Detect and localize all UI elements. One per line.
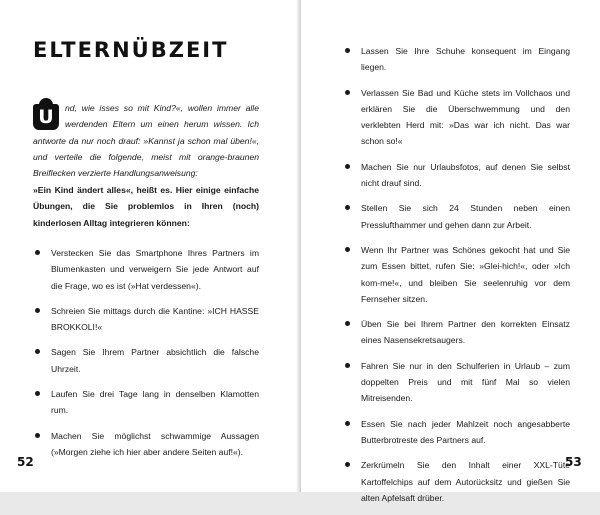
list-item: Machen Sie möglichst schwammige Aussagen (»Morgen ziehe ich hier aber andere Seiten auf!«). (33, 428, 259, 461)
list-item: Laufen Sie drei Tage lang in denselben Klamotten rum. (33, 386, 259, 419)
intro-text: nd, wie isses so mit Kind?«, wollen immer alle werdenden Eltern um einen herum wissen. Ich antworte da nur noch drauf: »Kannst ja schon mal üben!«, und verteile die folgende, meist mit orange-braunen Breiflecken verzierte Handlungsanweisung: (33, 103, 259, 179)
bullet-list-right (343, 43, 570, 515)
list-item: Zerkrümeln Sie den Inhalt einer XXL-Tüte Kartoffelchips auf dem Autorücksitz und gießen Sie alten Apfelsaft drüber. (343, 457, 570, 506)
intro-paragraph (33, 100, 259, 181)
lead-paragraph: »Ein Kind ändert alles«, heißt es. Hier einige einfache Übungen, die Sie problemlos in Ihren (noch) kinderlosen Alltag integrieren können: (33, 185, 259, 228)
chapter-title: ELTERNÜBZEIT (33, 38, 229, 62)
list-item: Stellen Sie sich 24 Stunden neben einen Presslufthammer und gehen dann zur Arbeit. (343, 200, 570, 233)
list-item: Verlassen Sie Bad und Küche stets im Vollchaos und erklären Sie die Überschwemmung und den verklebten Herd mit: »Das war ich nicht. Das war schon so!« (343, 85, 570, 150)
list-item: Schreien Sie mittags durch die Kantine: »ICH HASSE BROKKOLI!« (33, 303, 259, 336)
list-item: Üben Sie bei Ihrem Partner den korrekten Einsatz eines Nasensekretsaugers. (343, 316, 570, 349)
page-number-right: 53 (565, 455, 582, 469)
dropcap-letter: U (33, 104, 59, 130)
list-item: Essen Sie nach jeder Mahlzeit noch angesabberte Butterbrotreste des Partners auf. (343, 416, 570, 449)
list-item: Sagen Sie Ihrem Partner absichtlich die falsche Uhrzeit. (33, 344, 259, 377)
page-number-left: 52 (17, 455, 34, 469)
bullet-list-left (33, 245, 259, 469)
left-page (0, 0, 299, 492)
list-item: Fahren Sie nur in den Schulferien in Urlaub – zum doppelten Preis und mit fünf Mal so vielen Mitreisenden. (343, 358, 570, 407)
list-item: Lassen Sie Ihre Schuhe konsequent im Eingang liegen. (343, 43, 570, 76)
list-item: Machen Sie nur Urlaubsfotos, auf denen Sie selbst nicht drauf sind. (343, 159, 570, 192)
list-item: Wenn Ihr Partner was Schönes gekocht hat und Sie zum Essen bittet, rufen Sie: »Glei-hich!«, oder »Ich kom-me!«, und bleiben Sie seelenruhig vor dem Fernseher sitzen. (343, 242, 570, 307)
list-item: Verstecken Sie das Smartphone Ihres Partners im Blumenkasten und verweigern Sie jede Antwort auf die Frage, wo es ist (»Hat verdessen«). (33, 245, 259, 294)
